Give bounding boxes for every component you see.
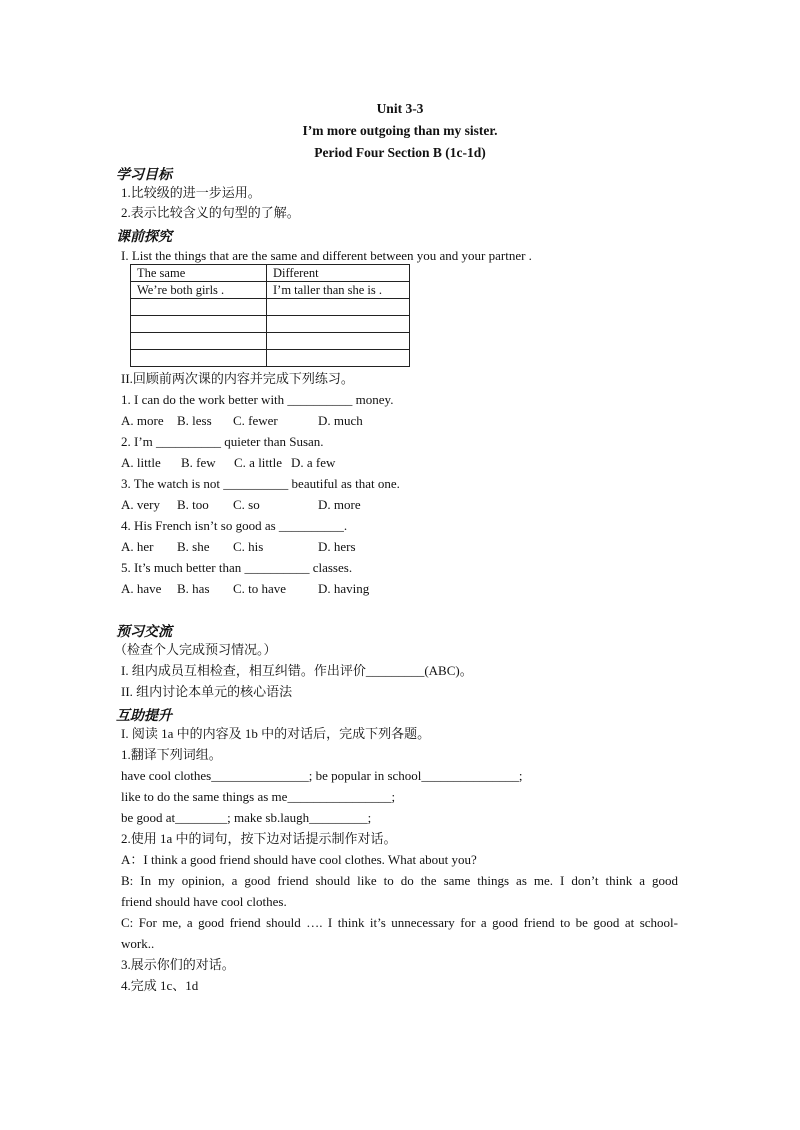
table-row [131,350,410,367]
table-cell [131,316,267,333]
options-5 [121,580,369,598]
exchange-item-1: I. 组内成员互相检查，相互纠错。作出评价_________(ABC)。 [121,663,473,678]
table-cell [131,333,267,350]
goal-item: 1.比较级的进一步运用。 [121,185,261,200]
option: B. too [177,497,209,512]
goals-heading: 学习目标 [116,167,172,183]
table-cell: I’m taller than she is . [267,282,410,299]
option: D. much [318,413,363,428]
option: B. has [177,581,210,596]
preview-heading: 课前探究 [116,229,172,245]
table-cell [131,299,267,316]
table-cell [267,350,410,367]
option: A. very [121,497,160,512]
phrase-line: have cool clothes_______________; be popular in school_______________; [121,768,523,783]
table-row [131,316,410,333]
option: C. his [233,539,264,554]
improve-sub-4: 4.完成 1c、1d [121,978,199,993]
option: B. few [181,455,216,470]
option: A. her [121,539,154,554]
dialogue-b-line-1: B: In my opinion, a good friend should like to do the same things as me. I don’t think a good [121,873,678,888]
improve-intro: I. 阅读 1a 中的内容及 1b 中的对话后，完成下列各题。 [121,726,431,741]
table-cell [131,350,267,367]
option: A. more [121,413,164,428]
table-cell [267,299,410,316]
option: B. less [177,413,212,428]
table-row [131,282,410,299]
exchange-heading: 预习交流 [116,624,172,640]
table-row [131,299,410,316]
improve-sub-3: 3.展示你们的对话。 [121,957,235,972]
option: C. so [233,497,260,512]
question-3: 3. The watch is not __________ beautiful as that one. [121,476,400,491]
phrase-line: be good at________; make sb.laugh_________; [121,810,372,825]
question-1: 1. I can do the work better with __________ money. [121,392,394,407]
question-5: 5. It’s much better than __________ classes. [121,560,353,575]
option: C. to have [233,581,287,596]
question-2: 2. I’m __________ quieter than Susan. [121,434,324,449]
option: D. a few [291,455,336,470]
goal-item: 2.表示比较含义的句型的了解。 [121,205,300,220]
option: C. fewer [233,413,278,428]
table-header-row [131,265,410,282]
option: A. little [121,455,161,470]
period-title: Period Four Section B (1c-1d) [314,145,486,160]
table-row [131,333,410,350]
dialogue-c-line-1: C: For me, a good friend should …. I think it’s unnecessary for a good friend to be good at school- [121,915,678,930]
options-3 [121,496,361,514]
improve-sub-2: 2.使用 1a 中的词句，按下边对话提示制作对话。 [121,831,397,846]
exchange-note: （检查个人完成预习情况。） [114,642,277,657]
dialogue-c-line-2: work.. [121,936,155,951]
table-cell [267,316,410,333]
improve-heading: 互助提升 [116,708,172,724]
dialogue-b-line-2: friend should have cool clothes. [121,894,287,909]
option: C. a little [234,455,283,470]
option: D. having [318,581,370,596]
option: A. have [121,581,162,596]
exchange-item-2: II. 组内讨论本单元的核心语法 [121,684,293,699]
part1-instruction: I. List the things that are the same and different between you and your partner . [121,248,532,263]
table-header-different: Different [267,265,410,282]
unit-title: Unit 3-3 [376,101,424,116]
options-4 [121,538,356,556]
question-4: 4. His French isn’t so good as __________. [121,518,348,533]
dialogue-a: A：I think a good friend should have cool clothes. What about you? [121,852,477,867]
option: D. hers [318,539,356,554]
options-2 [121,454,335,472]
phrase-line: like to do the same things as me________________; [121,789,396,804]
table-cell: We’re both girls . [131,282,267,299]
improve-sub-1: 1.翻译下列词组。 [121,747,222,762]
options-1 [121,412,363,430]
lesson-title: I’m more outgoing than my sister. [302,123,498,138]
table-header-same: The same [131,265,267,282]
part2-instruction: II.回顾前两次课的内容并完成下列练习。 [121,371,354,386]
table-cell [267,333,410,350]
option: B. she [177,539,210,554]
option: D. more [318,497,361,512]
same-different-table [130,264,410,367]
